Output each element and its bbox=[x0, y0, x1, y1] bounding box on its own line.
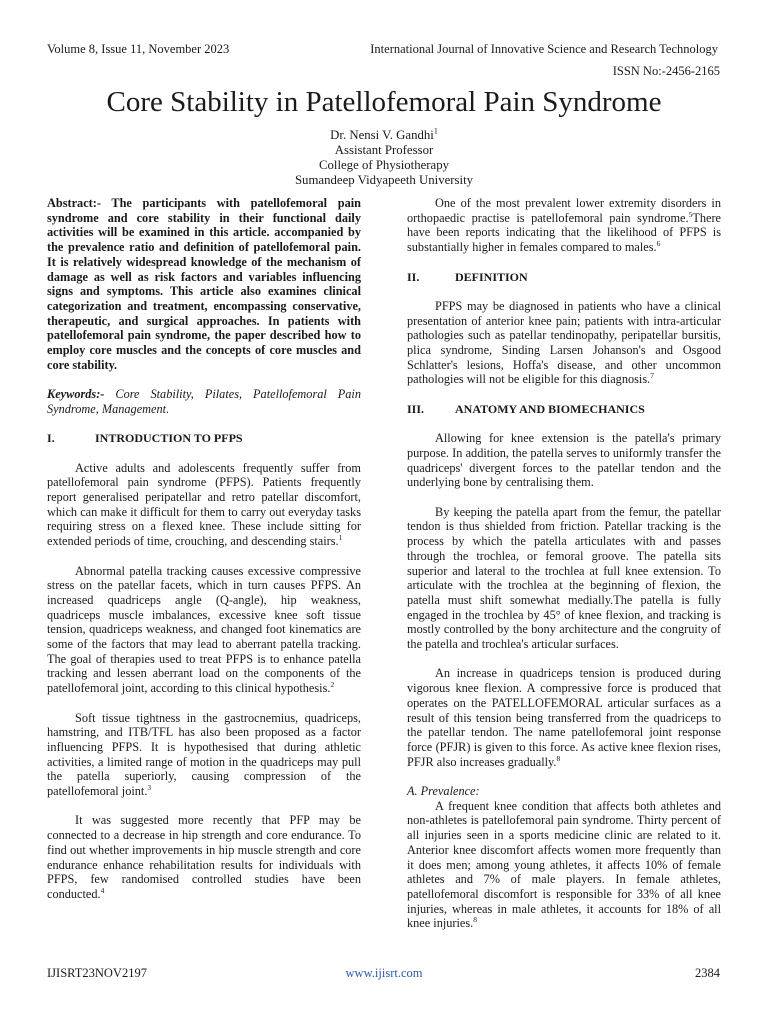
citation-ref: 1 bbox=[338, 533, 343, 543]
citation-ref: 3 bbox=[147, 782, 152, 792]
paragraph-text: Active adults and adolescents frequently suffer from patellofemoral pain syndrome (PFPS). Patients frequently report generalised peripatellar and retro patellar discomfort, which can make it difficult for them to carry out everyday tasks requiring stress on a flexed knee. These include sitting for extended periods of time, crouching, and descending stairs. bbox=[47, 460, 361, 549]
journal-url-link[interactable]: www.ijisrt.com bbox=[345, 966, 423, 980]
paragraph bbox=[47, 813, 361, 901]
paragraph bbox=[47, 564, 361, 696]
citation-ref: 5 bbox=[688, 209, 693, 219]
author-university: Sumandeep Vidyapeeth University bbox=[294, 173, 474, 187]
paper-title: Core Stability in Patellofemoral Pain Syndrome bbox=[106, 86, 662, 118]
paragraph-text: One of the most prevalent lower extremity disorders in orthopaedic practise is patellofemoral pain syndrome. bbox=[407, 196, 721, 225]
paragraph bbox=[407, 799, 721, 931]
author-line bbox=[0, 128, 768, 143]
paragraph bbox=[47, 711, 361, 799]
section-heading-definition bbox=[407, 270, 721, 285]
page-number: 2384 bbox=[695, 966, 720, 980]
paragraph bbox=[407, 299, 721, 387]
paragraph-text: There have been reports indicating that the likelihood of PFPS is substantially higher in females compared to males. bbox=[407, 210, 721, 255]
paragraph-text: An increase in quadriceps tension is produced during vigorous knee flexion. A compressive force is produced that operates on the PATELLOFEMORAL articular surfaces as a result of this tension being transferred from the quadriceps to the patellar tendon. The name patellofemoral joint response force (PFJR) is given to this force. As active knee flexion rises, PFJR also increases gradually. bbox=[407, 666, 721, 769]
paragraph-text: Soft tissue tightness in the gastrocnemius, quadriceps, hamstring, and ITB/TFL has also been proposed as a factor influencing PFPS. It is hypothesised that during athletic activities, a limited range of motion in the quadriceps may pull the patella superiorly, causing compression of the patellofemoral joint. bbox=[47, 710, 361, 799]
citation-ref: 7 bbox=[650, 371, 654, 381]
citation-ref: 6 bbox=[656, 239, 661, 249]
abstract: Abstract:- The participants with patellofemoral pain syndrome and core stability in their functional daily activities will be examined in this article. accompanied by the prevalence ratio and definition of patellofemoral pain. It is relatively widespread knowledge of the mechanism of damage as well as risk factors and variables influencing signs and symptoms. This article also examines clinical categorization and treatment, encompassing conservative, therapeutic, and surgical approaches. In patients with patellofemoral pain syndrome, the paper described how to employ core muscles and the concepts of core muscles and core stability. bbox=[47, 196, 361, 372]
author-position: Assistant Professor bbox=[334, 143, 434, 157]
paragraph-text: It was suggested more recently that PFP may be connected to a decrease in hip strength and core endurance. To find out whether improvements in hip muscle strength and core endurance enhance rehabilitation results for individuals with PFPS, few randomised controlled studies have been conducted. bbox=[47, 813, 361, 901]
paragraph-text: Abnormal patella tracking causes excessive compressive stress on the patellar facets, which in turn causes PFPS. An increased quadriceps angle (Q-angle), hip weakness, quadriceps muscle imbalances, excessive knee soft tissue tension, quadriceps weakness, and changed foot kinematics are some of the factors that may lead to aberrant patella tracking. The goal of therapies used to treat PFPS is to enhance patella tracking and lessen aberrant load on the components of the patellofemoral joint, according to this clinical hypothesis. bbox=[47, 563, 361, 696]
citation-ref: 4 bbox=[100, 885, 105, 895]
issn: ISSN No:-2456-2165 bbox=[612, 64, 720, 78]
subsection-heading-prevalence: A. Prevalence: bbox=[407, 784, 480, 799]
section-number: I. bbox=[47, 431, 55, 446]
section-heading-intro bbox=[47, 431, 361, 446]
keywords-label: Keywords:- bbox=[47, 387, 105, 402]
section-title: ANATOMY AND BIOMECHANICS bbox=[455, 401, 645, 416]
keywords bbox=[47, 387, 361, 416]
right-column bbox=[407, 196, 721, 931]
paragraph: By keeping the patella apart from the femur, the patellar tendon is thus shielded from friction. Patellar tracking is the process by which the patella articulates with and passes through the trochlea, or femoral groove. The patella sits superior and lateral to the trochlea at full knee extension. To articulate with the trochlea at the beginning of flexion, the patella must shift somewhat medially.The patella is fully engaged in the trochlea by 45° of knee flexion, and tracking is mostly controlled by the bony architecture and the congruity of the patella and trochlea's articular surfaces. bbox=[407, 504, 721, 652]
author-name: Dr. Nensi V. Gandhi bbox=[330, 128, 434, 142]
keywords-text: Core Stability, Pilates, Patellofemoral Pain Syndrome, Management. bbox=[47, 387, 361, 416]
paragraph bbox=[47, 461, 361, 549]
section-heading-anatomy bbox=[407, 402, 721, 417]
left-column bbox=[47, 196, 361, 902]
author-block bbox=[0, 128, 768, 188]
citation-ref: 8 bbox=[473, 915, 477, 925]
citation-ref: 2 bbox=[330, 680, 335, 690]
paragraph bbox=[407, 666, 721, 769]
journal-name: International Journal of Innovative Science and Research Technology bbox=[370, 42, 718, 56]
paragraph-text: PFPS may be diagnosed in patients who have a clinical presentation of anterior knee pain; patients with intra-articular pathologies such as patellar tendinopathy, peripatellar bursitis, plica syndrome, Sinding Larsen Johanson's and Osgood Schlatter's lesions, Hoffa's disease, and other uncommon pathologies will not be eligible for this diagnosis. bbox=[407, 298, 721, 387]
paper-code: IJISRT23NOV2197 bbox=[47, 966, 147, 980]
paragraph bbox=[407, 196, 721, 255]
section-number: II. bbox=[407, 269, 420, 284]
volume-issue: Volume 8, Issue 11, November 2023 bbox=[47, 42, 230, 56]
section-number: III. bbox=[407, 401, 425, 416]
author-college: College of Physiotherapy bbox=[318, 158, 450, 172]
paragraph-text: A frequent knee condition that affects both athletes and non-athletes is patellofemoral pain syndrome. Thirty percent of all injuries seen in a sports medicine clinic are related to it. Anterior knee discomfort affects women more frequently than it does men; among young athletes, it affects 10% of female athletes and 7% of male players. In female athletes, patellofemoral discomfort is responsible for 33% of all knee injuries, whereas in male athletes, it accounts for 18% of all knee injuries. bbox=[407, 798, 721, 931]
affiliation-mark: 1 bbox=[433, 126, 438, 136]
section-title: DEFINITION bbox=[455, 269, 528, 284]
citation-ref: 8 bbox=[556, 753, 561, 763]
paragraph: Allowing for knee extension is the patella's primary purpose. In addition, the patella serves to uniformly transfer the quadriceps' divergent forces to the patellar tendon and the underlying bone by centralising them. bbox=[407, 431, 721, 490]
section-title: INTRODUCTION TO PFPS bbox=[95, 431, 243, 446]
